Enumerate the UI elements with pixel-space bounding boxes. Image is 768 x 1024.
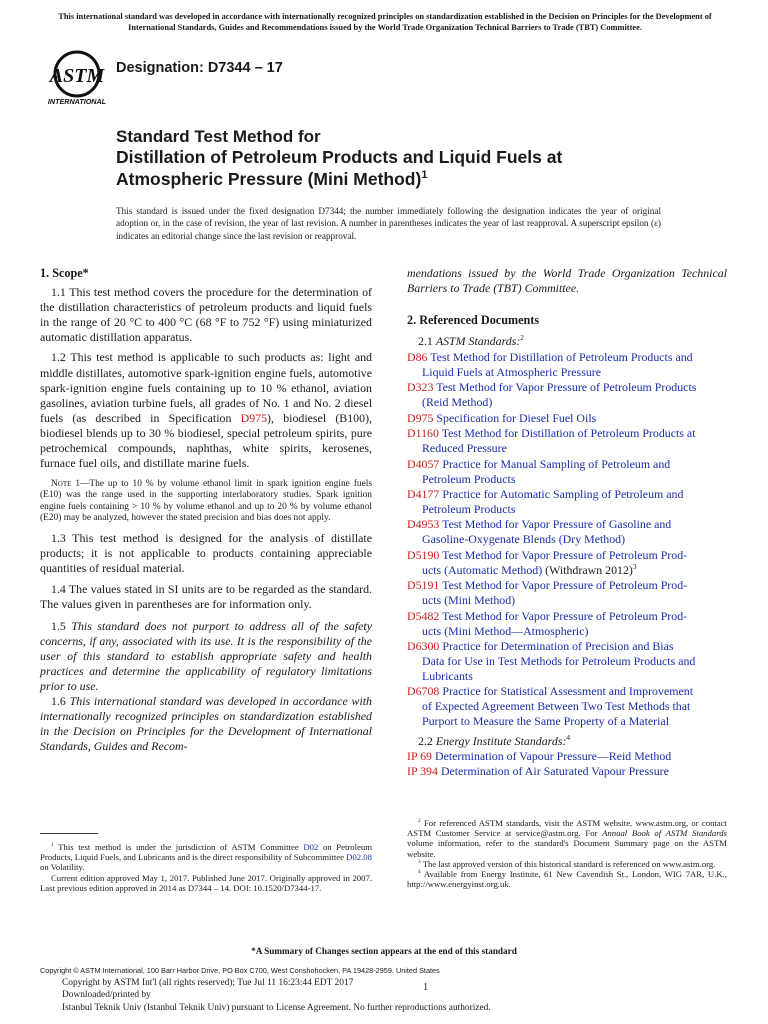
footnote-4-text: Available from Energy Institute, 61 New Cavendish St., London, WIG 7AR, U.K., http://www.energyinst.org.uk.	[407, 869, 727, 890]
logo-subtext: INTERNATIONAL	[47, 97, 107, 106]
ref-title-cont[interactable]: ucts (Mini Method—Atmospheric)	[422, 624, 589, 639]
logo-text: ASTM	[49, 65, 105, 87]
ref-code[interactable]: D6708	[407, 684, 440, 698]
ref-title[interactable]: Determination of Air Saturated Vapour Pressure	[440, 764, 669, 779]
ref-code[interactable]: IP 394	[407, 764, 438, 779]
ref-title-cont[interactable]: (Reid Method)	[422, 395, 493, 410]
wto-notice: This international standard was developed in accordance with internationally recognized principles on standardization established in the Decision on Principles for the Development of International Standards, Guides and Recommendations issued by the World Trade Organization Technical Barriers to Trade (TBT) Committee.	[58, 12, 712, 32]
ref-title-cont[interactable]: Data for Use in Test Methods for Petroleum Products and	[422, 654, 696, 669]
para-1-1: 1.1 This test method covers the procedure for the determination of the distillation characteristics of petroleum products and liquid fuels in the range of 20 °C to 400 °C (68 °F to 752 °F) using miniaturized automatic distillation apparatus.	[40, 285, 372, 345]
footnote-1-text-a: This test method is under the jurisdiction of ASTM Committee	[58, 842, 304, 852]
para-1-4: 1.4 The values stated in SI units are to be regarded as the standard. The values given in parentheses are for information only.	[40, 582, 372, 612]
ref-title-cont[interactable]: Purport to Measure the Same Property of a Material	[422, 714, 669, 729]
footnote-1-mark: 1	[51, 842, 54, 849]
ref-item[interactable]	[407, 380, 727, 410]
para-1-6-num: 1.6	[51, 693, 70, 708]
para-1-2	[40, 350, 372, 471]
para-1-6-continued	[407, 266, 727, 296]
link-d975[interactable]: D975	[240, 410, 268, 425]
para-1-5-num: 1.5	[51, 618, 72, 633]
title-line-2: Distillation of Petroleum Products and Liquid Fuels at	[116, 147, 563, 167]
ref-item[interactable]	[407, 684, 727, 729]
ref-item[interactable]	[407, 749, 727, 764]
astm-num: 2.1	[418, 334, 436, 348]
ref-code[interactable]: D6300	[407, 639, 440, 653]
ei-num: 2.2	[418, 734, 436, 748]
para-1-6-cont-text: mendations issued by the World Trade Organization Technical Barriers to Trade (TBT) Committee.	[407, 266, 727, 296]
ref-title[interactable]: Test Method for Vapor Pressure of Gasoline and	[442, 517, 672, 531]
title-line-3	[116, 169, 716, 191]
ref-code[interactable]: D323	[407, 380, 434, 394]
footnote-2-text-a: For referenced ASTM standards, visit the ASTM website, www.astm.org, or contact ASTM Customer Service at service@astm.org. For	[407, 818, 727, 839]
ei-label-sup: 4	[566, 733, 571, 743]
note-text: —The up to 10 % by volume ethanol limit in spark ignition engine fuels (E10) was the range used in the supporting interlaboratory studies. Spark ignition engine fuels containing > 10 % by volume ethanol and up to 20 % by volume ethanol (E20) may be analyzed, however the stated precision and bias does not apply.	[40, 479, 372, 523]
ref-title-cont[interactable]: ucts (Automatic Method)	[422, 563, 543, 578]
ref-title[interactable]: Test Method for Vapor Pressure of Petroleum Prod-	[442, 548, 688, 562]
footnote-1-edition: Current edition approved May 1, 2017. Published June 2017. Originally approved in 2007. Last previous edition approved in 2014 as D7344 – 14. DOI: 10.1520/D7344-17.	[40, 872, 372, 893]
ref-code[interactable]: D1160	[407, 426, 439, 440]
para-1-5-text: This standard does not purport to address all of the safety concerns, if any, associated with its use. It is the responsibility of the user of this standard to establish appropriate safety and health practices and determine the applicability of regulatory limitations prior to use.	[40, 618, 372, 693]
footnote-3	[407, 859, 727, 869]
ref-title-cont[interactable]: Petroleum Products	[422, 472, 516, 487]
ref-code[interactable]: D975	[407, 411, 434, 425]
section-scope	[40, 266, 372, 754]
ei-standards-label	[407, 734, 727, 749]
ref-code[interactable]: IP 69	[407, 749, 432, 764]
footnote-4-mark: 4	[418, 869, 421, 876]
ref-title[interactable]: Test Method for Vapor Pressure of Petroleum Prod-	[442, 609, 688, 623]
designation: Designation: D7344 – 17	[116, 60, 283, 76]
ref-item[interactable]	[407, 548, 727, 578]
license-line-3: Istanbul Teknik Univ (Istanbul Teknik Univ) pursuant to License Agreement. No further reproductions authorized.	[62, 1002, 491, 1013]
page-number: 1	[423, 982, 429, 993]
ref-code[interactable]: D4177	[407, 487, 440, 501]
note-label: Note 1	[51, 479, 81, 490]
para-1-3: 1.3 This test method is designed for the analysis of distillate products; it is not applicable to products containing appreciable quantities of residual material.	[40, 531, 372, 576]
ref-code[interactable]: D5190	[407, 548, 440, 562]
section-referenced-documents	[407, 313, 727, 328]
ref-title[interactable]: Test Method for Vapor Pressure of Petroleum Products	[436, 380, 697, 394]
title-footnote-mark: 1	[421, 168, 428, 181]
footnote-3-text: The last approved version of this historical standard is referenced on www.astm.org.	[422, 858, 716, 869]
ref-item[interactable]	[407, 457, 727, 487]
footnote-rule	[40, 833, 98, 834]
ref-title[interactable]: Test Method for Vapor Pressure of Petroleum Prod-	[442, 578, 688, 592]
license-line-2: Downloaded/printed by	[62, 990, 151, 1001]
document-title	[116, 126, 716, 190]
ref-item[interactable]	[407, 350, 727, 380]
astm-international-logo-icon	[44, 50, 110, 108]
ref-item[interactable]	[407, 609, 727, 639]
ref-title-cont-line	[407, 563, 727, 578]
scope-heading: 1. Scope*	[40, 266, 89, 280]
ref-code[interactable]: D86	[407, 350, 428, 364]
ref-title-cont[interactable]: of Expected Agreement Between Two Test Methods that	[422, 699, 691, 714]
ei-label-text: Energy Institute Standards:	[435, 734, 567, 748]
ref-title-cont[interactable]: Liquid Fuels at Atmospheric Pressure	[422, 365, 601, 380]
ref-title-cont[interactable]: Gasoline-Oxygenate Blends (Dry Method)	[422, 532, 626, 547]
footnote-1-text-c: on Volatility.	[40, 862, 85, 873]
ref-code[interactable]: D4953	[407, 517, 440, 531]
footnote-2	[407, 818, 727, 859]
ref-title-cont[interactable]: Petroleum Products	[422, 502, 516, 517]
title-line-1: Standard Test Method for	[116, 127, 321, 146]
title-line-3-text: Atmospheric Pressure (Mini Method)	[116, 168, 422, 189]
refdocs-heading: 2. Referenced Documents	[407, 313, 540, 327]
ref-title-cont[interactable]: Reduced Pressure	[422, 441, 507, 456]
para-1-6	[40, 694, 372, 754]
section-scope-continued	[407, 266, 727, 296]
ref-title[interactable]: Practice for Determination of Precision and Bias	[442, 639, 674, 653]
ref-title[interactable]: Specification for Diesel Fuel Oils	[436, 411, 597, 425]
ref-item[interactable]	[407, 411, 727, 426]
footnote-1-text-b: on Petroleum Products, Liquid Fuels, and Lubricants and is the direct responsibility of Subcommittee	[40, 842, 372, 863]
ref-item[interactable]	[407, 517, 727, 547]
ref-footnote-mark: 3	[632, 562, 637, 572]
copyright-line: Copyright © ASTM International, 100 Barr Harbor Drive, PO Box C700, West Conshohocken, PA 19428-2959. United States	[40, 966, 440, 975]
ref-code[interactable]: D4057	[407, 457, 440, 471]
para-1-5	[40, 619, 372, 694]
footnote-4	[407, 869, 727, 889]
footnote-2-text-b: volume information, refer to the standard's Document Summary page on the ASTM website.	[407, 838, 727, 859]
ref-title[interactable]: Test Method for Distillation of Petroleum Products at	[441, 426, 696, 440]
astm-standards-heading	[407, 334, 727, 349]
ref-item[interactable]	[407, 578, 727, 608]
license-line-1: Copyright by ASTM Int'l (all rights reserved); Tue Jul 11 16:23:44 EDT 2017	[62, 978, 354, 988]
link-d02[interactable]: D02	[303, 842, 319, 852]
link-d02-08[interactable]: D02.08	[346, 852, 372, 863]
para-1-2-text-a: 1.2 This test method is applicable to such products as: light and middle distillates, automotive spark-ignition engine fuels, automotive spark-ignition engine fuels containing up to 10 % ethanol, aviation gasolines, aviation turbine fuels, all grades of No. 1 and No. 2 diesel fuels (as described in Specification	[40, 350, 372, 425]
astm-label-text: ASTM Standards:	[435, 334, 521, 348]
astm-standards-list	[407, 350, 727, 745]
footnotes-left	[40, 833, 372, 893]
footnote-3-mark: 3	[418, 858, 421, 865]
ref-item[interactable]	[407, 764, 727, 779]
energy-institute-standards	[407, 734, 727, 779]
issued-note: This standard is issued under the fixed designation D7344; the number immediately following the designation indicates the year of original adoption or, in the case of revision, the year of last revision. A number in parentheses indicates the year of last reapproval. A superscript epsilon (ε) indicates an editorial change since the last revision or reapproval.	[116, 206, 661, 241]
footnote-2-italic: Annual Book of ASTM Standards	[602, 828, 727, 839]
ref-title[interactable]: Test Method for Distillation of Petroleum Products and	[430, 350, 693, 364]
ref-withdrawn-note: (Withdrawn 2012)	[542, 563, 633, 578]
note-1	[40, 479, 372, 524]
ref-code[interactable]: D5482	[407, 609, 440, 623]
ref-item[interactable]	[407, 639, 727, 684]
astm-logo	[44, 50, 110, 108]
ref-title[interactable]: Practice for Statistical Assessment and Improvement	[442, 684, 693, 698]
ref-title-cont[interactable]: Lubricants	[422, 669, 473, 684]
ref-title-cont[interactable]: ucts (Mini Method)	[422, 593, 516, 608]
para-1-2-text-b: ), biodiesel (B100), biodiesel blends up to 30 % biodiesel, special petroleum spirits, pure petrochemical compounds, naphthas, white spirits, kerosenes, furnace fuel oils, and distillate marine fuels.	[40, 410, 372, 471]
footnotes-right	[407, 818, 727, 889]
footnote-1	[40, 842, 372, 873]
ref-item[interactable]	[407, 487, 727, 517]
astm-standards-label	[407, 334, 727, 349]
footnote-2-mark: 2	[418, 818, 421, 825]
ref-title[interactable]: Practice for Automatic Sampling of Petroleum and	[442, 487, 684, 501]
ref-title[interactable]: Practice for Manual Sampling of Petroleum and	[442, 457, 671, 471]
para-1-6-text: This international standard was developed in accordance with internationally recognized principles on standardization established in the Decision on Principles for the Development of International Standards, Guides and Recom-	[40, 693, 372, 754]
ref-item[interactable]	[407, 426, 727, 456]
ref-title[interactable]: Determination of Vapour Pressure—Reid Method	[434, 749, 672, 764]
ref-code[interactable]: D5191	[407, 578, 440, 592]
astm-label-sup: 2	[520, 333, 524, 343]
summary-of-changes-note: *A Summary of Changes section appears at the end of this standard	[251, 946, 517, 956]
